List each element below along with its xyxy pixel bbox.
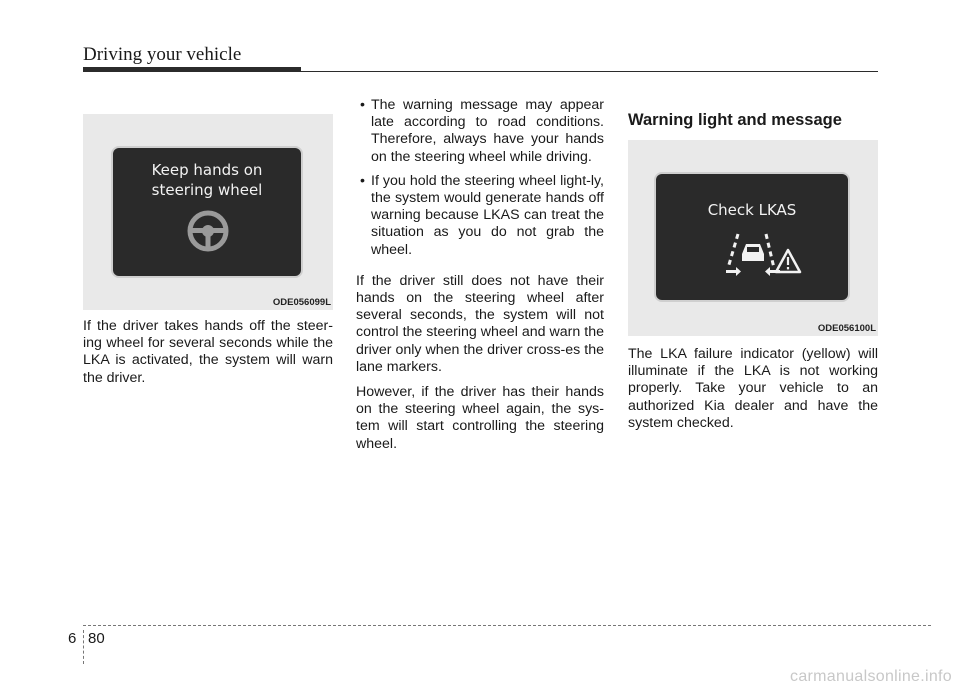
figure-code: ODE056099L [272, 297, 331, 308]
bullet-item: • The warning message may appear late according to road conditions. Therefore, always have your hands on the steering wheel while driving. [356, 97, 604, 166]
steering-wheel-icon [187, 210, 229, 252]
bullet-list [356, 97, 604, 259]
cluster-display [656, 174, 848, 300]
section-heading: Warning light and message [628, 111, 842, 129]
body-paragraph: However, if the driver has their hands on the steering wheel again, the sys-tem will start controlling the steering wheel. [356, 384, 604, 452]
display-message [113, 160, 301, 200]
left-column [83, 318, 333, 395]
display-line-2: steering wheel [151, 181, 263, 199]
page-number: 80 [88, 630, 105, 647]
header-accent-bar [83, 67, 301, 72]
chapter-number: 6 [68, 630, 77, 647]
lka-warning-icon [722, 228, 802, 276]
display-line-1: Keep hands on [151, 161, 263, 179]
page-header-title: Driving your vehicle [83, 44, 242, 65]
footer-rule [83, 625, 931, 626]
middle-column [356, 97, 604, 461]
figure-check-lkas [628, 140, 878, 336]
body-paragraph: The LKA failure indicator (yellow) will illuminate if the LKA is not working properly. Take your vehicle to an authorized Kia dealer and have the system checked. [628, 346, 878, 431]
bullet-item: • If you hold the steering wheel light-ly, the system would generate hands off warning because LKAS can treat the situation as you do not grab the wheel. [356, 173, 604, 259]
right-column [628, 346, 878, 440]
display-message: Check LKAS [707, 201, 797, 219]
watermark: carmanualsonline.info [790, 668, 952, 685]
body-paragraph: If the driver takes hands off the steer-ing wheel for several seconds while the LKA is activated, the system will warn the driver. [83, 318, 333, 386]
footer-divider [83, 630, 84, 664]
figure-code: ODE056100L [817, 323, 876, 334]
body-paragraph: If the driver still does not have their hands on the steering wheel after several seconds, the system will not control the steering wheel and warn the driver only when the driver cross-es the lane markers. [356, 272, 604, 375]
cluster-display [113, 148, 301, 276]
figure-keep-hands-on [83, 114, 333, 310]
